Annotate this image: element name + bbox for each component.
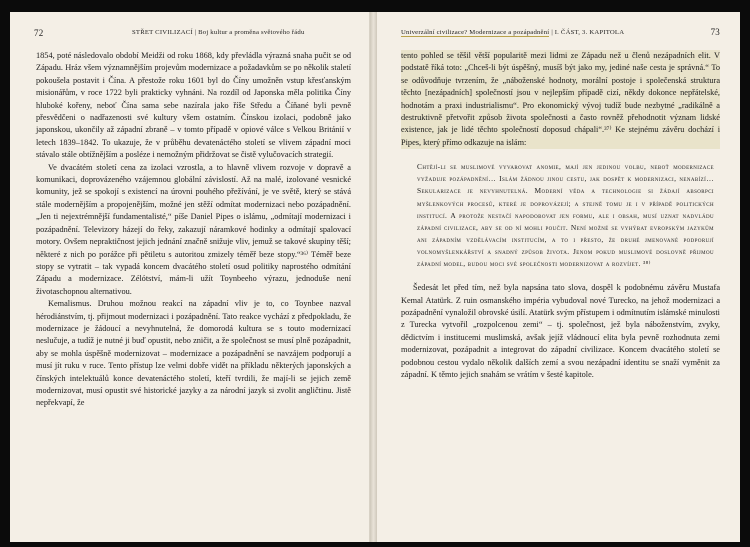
left-running-head-title: STŘET CIVILIZACÍ | Boj kultur a proměna světového řádu [132, 29, 305, 36]
block-quote: Chtějí-li se muslimové vyvarovat anomie, mají jen jedinou volbu, neboť modernizace vyžaduje pozápadnění… Islám žádnou jinou cestu, jak dospět k modernizaci, nenabízí… Sekularizace je nevyhnutelná. Moderní věda a technologie si žádají absorpci myšlenkových procesů, které je doprovázejí; a stejně tomu je i v případě politických institucí. A protože nestačí napodobovat jen formu, ale i obsah, musí uznat nadvládu západní civilizace, aby se od ní mohli poučit. Není možné se vyhýbat evropským jazykům ani západním vzdělávacím institucím, a to i přesto, že druhé jmenované podporují volnomyšlenkářství a snadný způsob života. Jenom pokud muslimové doslovně přijmou západní model, budou moci své společnosti modernizovat a rozvíjet. ³⁸⁾ [417, 162, 714, 268]
book-spine [370, 12, 377, 542]
right-running-head: Univerzální civilizace? Modernizace a pozápadnění | I. ČÁST, 3. KAPITOLA 73 [401, 27, 720, 37]
left-paragraph: 1854, poté následovalo období Meidži od roku 1868, kdy převládla výrazná snaha pučit se od Západu. Hráz všem významnějším projevům modernizace a požadavkům se po několik staletí pokoušela postavit i Čína. A přestože roku 1601 byl do Číny umožněn vstup křesťanským misionářům, v roce 1722 byli prakticky vyhnáni. Na rozdíl od Japonska měla politika Číny hluboké kořeny, neboť Čína sama sebe nazírala jako říše Středu a Číňané byli pevně přesvědčeni o nadřazenosti své kultury všem ostatním. Čínskou izolaci, podobně jako japonskou, ukončily až západní zbraně – v tomto případě v opiové válce s Velkou Británií v letech 1839–1842. To ukazuje, že v průběhu devatenáctého století se vlivem západní moci stávalo stále obtížnějším a posléze i nemožným přidržovat se čistě vylučovacích strategií. [36, 51, 351, 160]
right-running-head-title: Univerzální civilizace? Modernizace a pozápadnění [401, 29, 550, 36]
right-page-number: 73 [710, 27, 720, 37]
left-page [10, 12, 370, 542]
right-paragraph: tento pohled se těšil větší popularitě mezi lidmi ze Západu než u členů nezápadních elit. V podstatě říká toto: „Chceš-li být úspěšný, musíš být jako my, jediné naše cesta je správná.“ To se odůvodňuje tvrzením, že „náboženské hodnoty, morální postoje i společenská struktura těchto [nezápadních] společností jsou v nejlepším případě cizí, někdy dokonce nepřátelské, hodnotám a praxi industrialismu“. Pro ekonomický vývoj tudíž bude nezbytné „radikálně a destruktivně přetvořit způsob života společnosti a často rovněž přehodnotit význam lidské existence, jak je lidé těchto společností doposud chápali“.³⁷⁾ Ke stejnému závěru dochází i Pipes, který přímo odkazuje na islám: [401, 50, 720, 149]
right-paragraph: Šedesát let před tím, než byla napsána tato slova, dospěl k podobnému závěru Mustafa Kemal Atatürk. Z ruin osmanského impéria vybudoval nové Turecko, na jehož modernizaci a pozápadnění vynaložil obrovské úsilí. Atatürk svým přístupem i odmítnutím islámské minulosti z Turecka vytvořil „rozpolcenou zemi“ – tj. společnost, jež byla náboženstvím, zvyky, dědictvím i institucemi muslimská, avšak jejíž vládnoucí elita byla pevně rozhodnuta zemi modernizovat, pozápadnit a integrovat do západní civilizace. Koncem dvacátého století se podobnou cestou vydalo několik dalších zemí a svou nezápadní identitu se snaží vyměnit za západní. K těmto jejich snahám se vrátím v šesté kapitole. [401, 283, 720, 379]
left-page-body [36, 50, 351, 410]
left-paragraph: Kemalismus. Druhou možnou reakcí na západní vliv je to, co Toynbee nazval hérodiánstvím, tj. přijmout modernizaci i pozápadnění. Tato reakce vychází z předpokladu, že modernizace je žádoucí a nevyhnutelná, že domorodá kultura se s touto modernizací neslučuje, a tudíž je nutné ji buď opustit, nebo zničit, a že společnost se musí plně pozápadnit, aby se mohla úspěšně modernizovat – modernizace a pozápadnění se navzájem podporují a musí jít ruku v ruce. Tento přístup lze velmi dobře vidět na příkladu některých japonských a čínských intelektuálů konce devatenáctého století, kteří tvrdili, že mají-li se jejich země modernizovat, musí opustit své historické jazyky a za národní jazyk si zvolit angličtinu. Jistě nepřekvapí, že [36, 299, 351, 408]
right-running-head-part: I. ČÁST, 3. KAPITOLA [554, 29, 625, 36]
right-page-body [401, 50, 720, 381]
right-page [377, 12, 740, 542]
left-page-number: 72 [34, 28, 44, 38]
left-paragraph: Ve dvacátém století cena za izolaci vzrostla, a to hlavně vlivem rozvoje v dopravě a komunikaci, doprovázeného vzájemnou globální závislostí. Až na malé, izolované vesnické komunity, jež se spokojí s existencí na úrovni pouhého přežívání, je ve světě, který se stává stále modernějším a propojenějším, možné jen stěží odmítat modernizaci nebo pozápadnění. „Jen ti nejextrémnější fundamentalisté,“ píše Daniel Pipes o islámu, „odmítají modernizaci i pozápadnění. Televizory házejí do řeky, zakazují náramkové hodinky a odmítají spalovací motory. Ovšem nepraktičnost jejich jednání značně snižuje vliv, jemuž se takové skupiny těší; některé z nich po porážce při pětiletu s autoritou zmizely téměř beze stopy.“³⁶⁾ Téměř beze stopy se vytratit – tak vypadá koncem dvacátého století osud politiky naprostého odmítání Západu a modernizace. Zélótství, mám-li užít Toynbeeho výrazu, jednoduše není životaschopnou alternativou. [36, 162, 351, 296]
left-running-head [34, 28, 349, 38]
